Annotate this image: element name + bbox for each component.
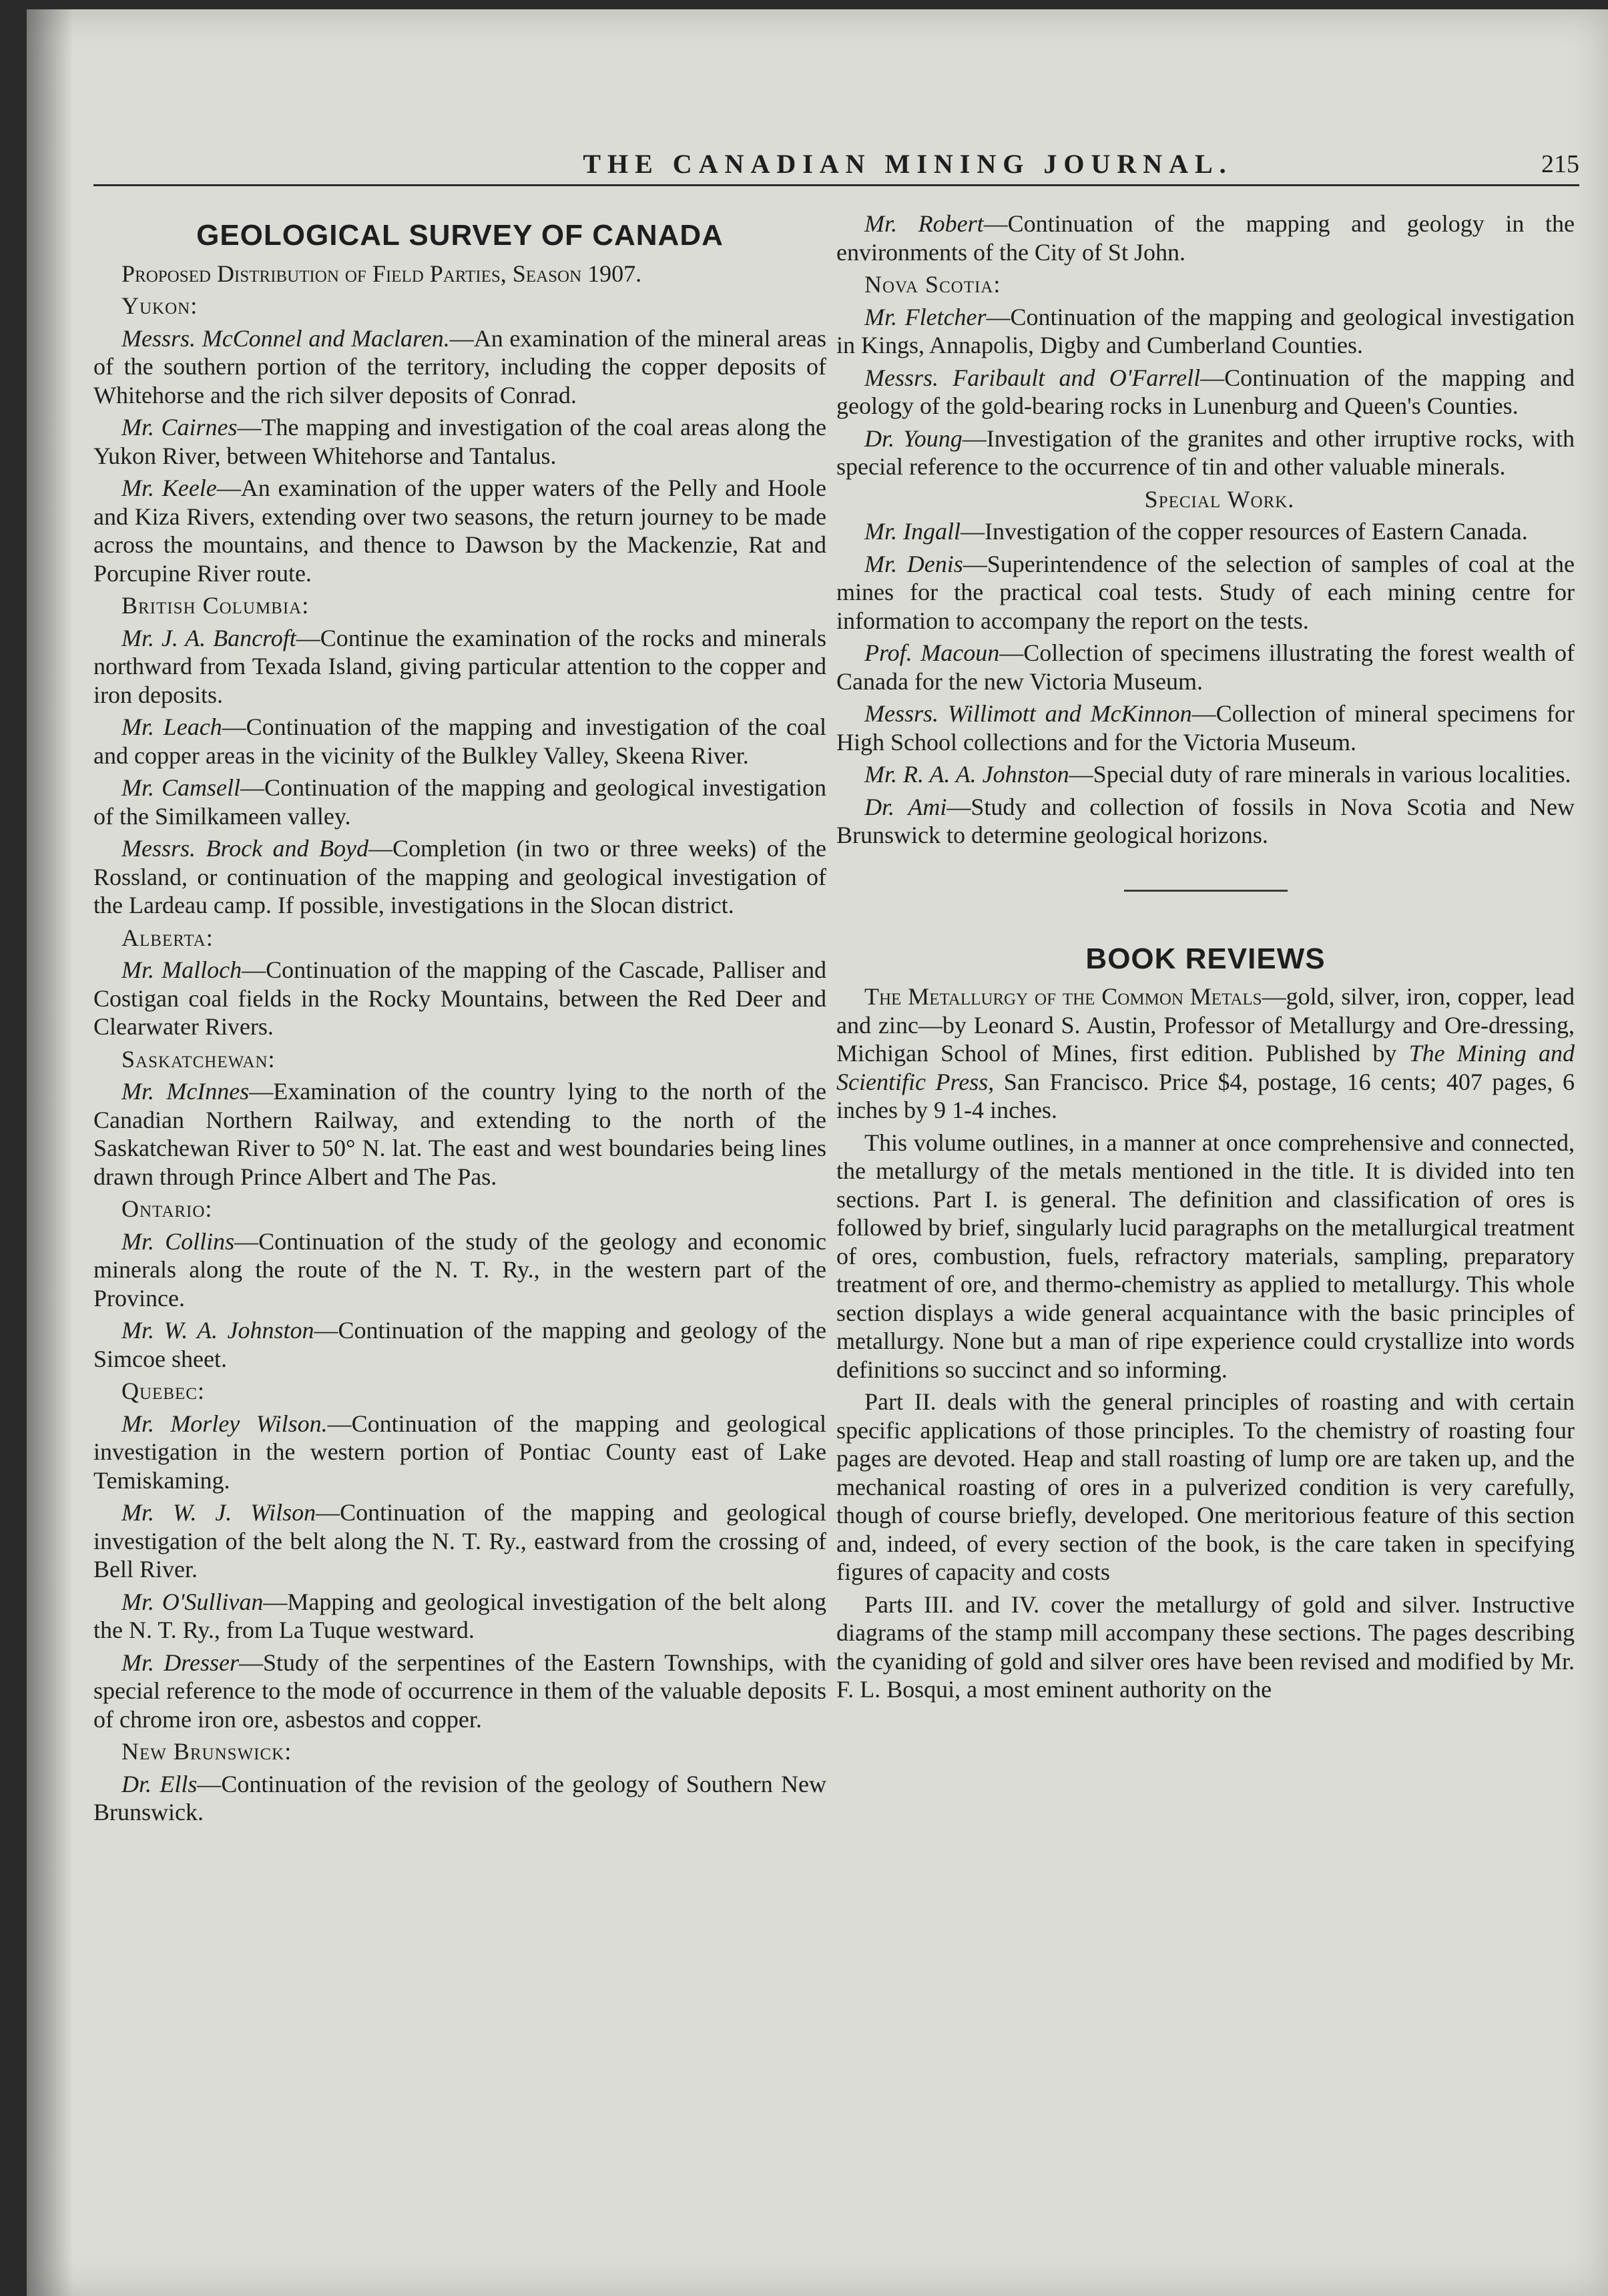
party-name: Mr. Fletcher [864,303,987,330]
party-name: Messrs. McConnel and Maclaren. [121,324,450,352]
party-name: Mr. Cairnes [121,414,238,441]
party-task: —Continuation of the mapping and investigation of the coal and copper areas in the vicinity of the Bulkley Valley, Skeena River. [93,713,826,769]
region-heading-nova-scotia: Nova Scotia: [864,271,1001,298]
header-rule [93,184,1579,186]
survey-entry [93,1077,826,1191]
survey-entry [93,474,826,587]
party-name: Mr. Denis [864,550,963,577]
survey-entry [836,699,1575,756]
survey-entry [93,1227,826,1313]
book-title: The Metallurgy of the Common Metals [864,983,1262,1010]
party-name: Messrs. Faribault and O'Farrell [864,364,1201,391]
party-name: Mr. J. A. Bancroft [121,624,296,651]
party-name: Mr. Collins [121,1227,235,1255]
survey-entry [836,550,1575,635]
book-reviews-heading: BOOK REVIEWS [1085,942,1326,975]
party-task: —The mapping and investigation of the coal areas along the Yukon River, between Whitehorse and Tantalus. [93,414,826,469]
section-divider [1124,890,1288,892]
review-paragraph: This volume outlines, in a manner at once comprehensive and connected, the metallurgy of the metals mentioned in the title. It is divided into ten sections. Part I. is general. The definition and classification of ores is followed by brief, singularly lucid paragraphs on the metallurgical treatment of ores, combustion, fuels, refractory materials, sampling, preparatory treatment of ore, and thermo-chemistry as applied to metallurgy. This whole section displays a wide general acquaintance with the basic principles of metallurgy. None but a man of ripe experience could crystallize into words definitions so succinct and so informing. [836,1129,1575,1383]
journal-page [27,9,1608,2296]
party-task: —Continuation of the mapping and geology of the gold-bearing rocks in Lunenburg and Queen's Counties. [836,364,1575,419]
party-name: Mr. Dresser [121,1649,239,1676]
party-task: —Investigation of the copper resources of Eastern Canada. [961,518,1528,545]
party-name: Dr. Young [864,424,963,452]
party-task: —Continuation of the mapping of the Cascade, Palliser and Costigan coal fields in the Rocky Mountains, between the Red Deer and Clearwater Rivers. [93,956,826,1040]
region-heading-alberta: Alberta: [121,924,214,951]
party-name: Mr. W. J. Wilson [121,1499,316,1526]
party-name: Mr. McInnes [121,1078,250,1105]
party-task: —Mapping and geological investigation of the belt along the N. T. Ry., from La Tuque westward. [93,1588,826,1643]
party-task: —Continuation of the study of the geology and economic minerals along the route of the N. T. Ry., in the western part of the Province. [93,1227,826,1312]
party-task: —Collection of mineral specimens for High School collections and for the Victoria Museum. [836,700,1575,756]
survey-entry [93,1498,826,1584]
party-name: Mr. Malloch [121,956,242,983]
survey-entry [93,624,826,709]
party-name: Dr. Ami [864,793,947,820]
party-name: Messrs. Willimott and McKinnon [864,700,1192,727]
party-task: —Continuation of the revision of the geology of Southern New Brunswick. [93,1770,826,1825]
article-subtitle: Proposed Distribution of Field Parties, Season 1907. [121,260,642,287]
party-name: Mr. Camsell [121,774,241,801]
survey-entry [93,834,826,920]
region-heading-saskatchewan: Saskatchewan: [121,1045,276,1073]
party-name: Prof. Macoun [864,639,1000,666]
survey-entry [93,1770,826,1827]
party-name: Mr. O'Sullivan [121,1588,264,1615]
region-heading-yukon: Yukon: [121,292,198,319]
survey-entry [836,760,1575,789]
party-name: Mr. Ingall [864,518,961,545]
party-task: —Collection of specimens illustrating the forest wealth of Canada for the new Victoria Museum. [836,639,1575,695]
left-column [93,210,826,1831]
party-task: —Continuation of the mapping and geological investigation of the Similkameen valley. [93,774,826,830]
party-task: —An examination of the upper waters of the Pelly and Hoole and Kiza Rivers, extending over two seasons, the return journey to be made across the mountains, and thence to Dawson by the Mackenzie, Rat and Porcupine River route. [93,475,826,587]
review-paragraph: Parts III. and IV. cover the metallurgy of gold and silver. Instructive diagrams of the stamp mill accompany these sections. The pages describing the cyaniding of gold and silver ores have been revised and modified by Mr. F. L. Bosqui, a most eminent authority on the [836,1591,1575,1703]
publisher-name: The Mining and Scientific Press [836,1040,1575,1095]
party-task: —An examination of the mineral areas of the southern portion of the territory, including the copper deposits of Whitehorse and the rich silver deposits of Conrad. [93,324,827,408]
party-name: Messrs. Brock and Boyd [121,835,368,862]
party-task: —Continue the examination of the rocks and minerals northward from Texada Island, giving particular attention to the copper and iron deposits. [93,624,826,708]
region-heading-ontario: Ontario: [121,1195,213,1222]
article-title: GEOLOGICAL SURVEY OF CANADA [196,219,724,252]
party-task: —Examination of the country lying to the north of the Canadian Northern Railway, and extending to the north of the Saskatchewan River to 50° N. lat. The east and west boundaries being lines drawn through Prince Albert and The Pas. [93,1078,827,1190]
survey-entry [836,793,1575,850]
party-task: —Continuation of the mapping and geological investigation in Kings, Annapolis, Digby and Cumberland Counties. [836,303,1575,358]
party-task: —Superintendence of the selection of samples of coal at the mines for the practical coal tests. Study of each mining centre for information to accompany the report on the tests. [836,550,1575,634]
right-column [836,210,1575,1708]
survey-entry [93,956,826,1041]
region-heading-new-brunswick: New Brunswick: [121,1738,292,1765]
survey-entry [93,413,826,470]
review-intro [836,982,1575,1125]
party-task: —Continuation of the mapping and geology in the environments of the City of St John. [836,210,1575,266]
party-task: —Continuation of the mapping and geology of the Simcoe sheet. [93,1317,826,1372]
party-task: —Special duty of rare minerals in various localities. [1069,761,1571,788]
survey-entry [93,324,826,410]
party-name: Mr. Keele [121,475,217,501]
survey-entry [93,774,826,830]
survey-entry [836,639,1575,695]
survey-entry [836,364,1575,420]
special-work-heading: Special Work. [1144,485,1295,513]
party-task: —Completion (in two or three weeks) of the Rossland, or continuation of the mapping and geological investigation of the Lardeau camp. If possible, investigations in the Slocan district. [93,835,826,918]
survey-entry [93,1588,826,1645]
party-task: —Study of the serpentines of the Eastern Townships, with special reference to the mode of occurrence in them of the valuable deposits of chrome iron ore, asbestos and copper. [93,1649,827,1733]
party-task: —Study and collection of fossils in Nova Scotia and New Brunswick to determine geological horizons. [836,793,1575,848]
region-heading-british-columbia: British Columbia: [121,592,310,619]
party-name: Mr. R. A. A. Johnston [864,761,1069,788]
journal-title: THE CANADIAN MINING JOURNAL. [583,149,1233,179]
page-number: 215 [1541,150,1579,178]
party-name: Mr. Morley Wilson. [121,1410,328,1437]
review-paragraph: Part II. deals with the general principles of roasting and with certain specific applications of those principles. To the chemistry of roasting four pages are devoted. Heap and stall roasting of lump ore are taken up, and the mechanical roasting of ores in a pulverized condition is very carefully, though of course briefly, developed. One meritorious feature of this section and, indeed, of every section of the book, is the care taken in specifying figures of capacity and costs [836,1388,1575,1585]
party-name: Mr. Leach [121,713,222,740]
review-intro-end: , San Francisco. Price $4, postage, 16 cents; 407 pages, 6 inches by 9 1-4 inches. [836,1068,1575,1123]
party-name: Dr. Ells [121,1770,198,1797]
party-name: Mr. Robert [864,210,984,237]
running-head [93,143,1579,190]
survey-entry [93,1410,826,1495]
survey-entry [836,210,1575,266]
party-task: —Continuation of the mapping and geological investigation of the belt along the N. T. Ry., eastward from the crossing of Bell River. [93,1499,827,1583]
survey-entry [93,1649,826,1734]
review-intro-text: —gold, silver, iron, copper, lead and zinc—by Leonard S. Austin, Professor of Metallurgy and Ore-dressing, Michigan School of Mines, first edition. Published by [836,983,1575,1067]
survey-entry [93,713,826,770]
party-task: —Investigation of the granites and other irruptive rocks, with special reference to the occurrence of tin and other valuable minerals. [836,424,1575,480]
survey-entry [93,1316,826,1373]
survey-entry [836,303,1575,360]
party-name: Mr. W. A. Johnston [121,1317,314,1344]
survey-entry [836,424,1575,481]
party-task: —Continuation of the mapping and geological investigation in the western portion of Pontiac County east of Lake Temiskaming. [93,1410,826,1494]
survey-entry [836,517,1575,546]
region-heading-quebec: Quebec: [121,1378,205,1404]
